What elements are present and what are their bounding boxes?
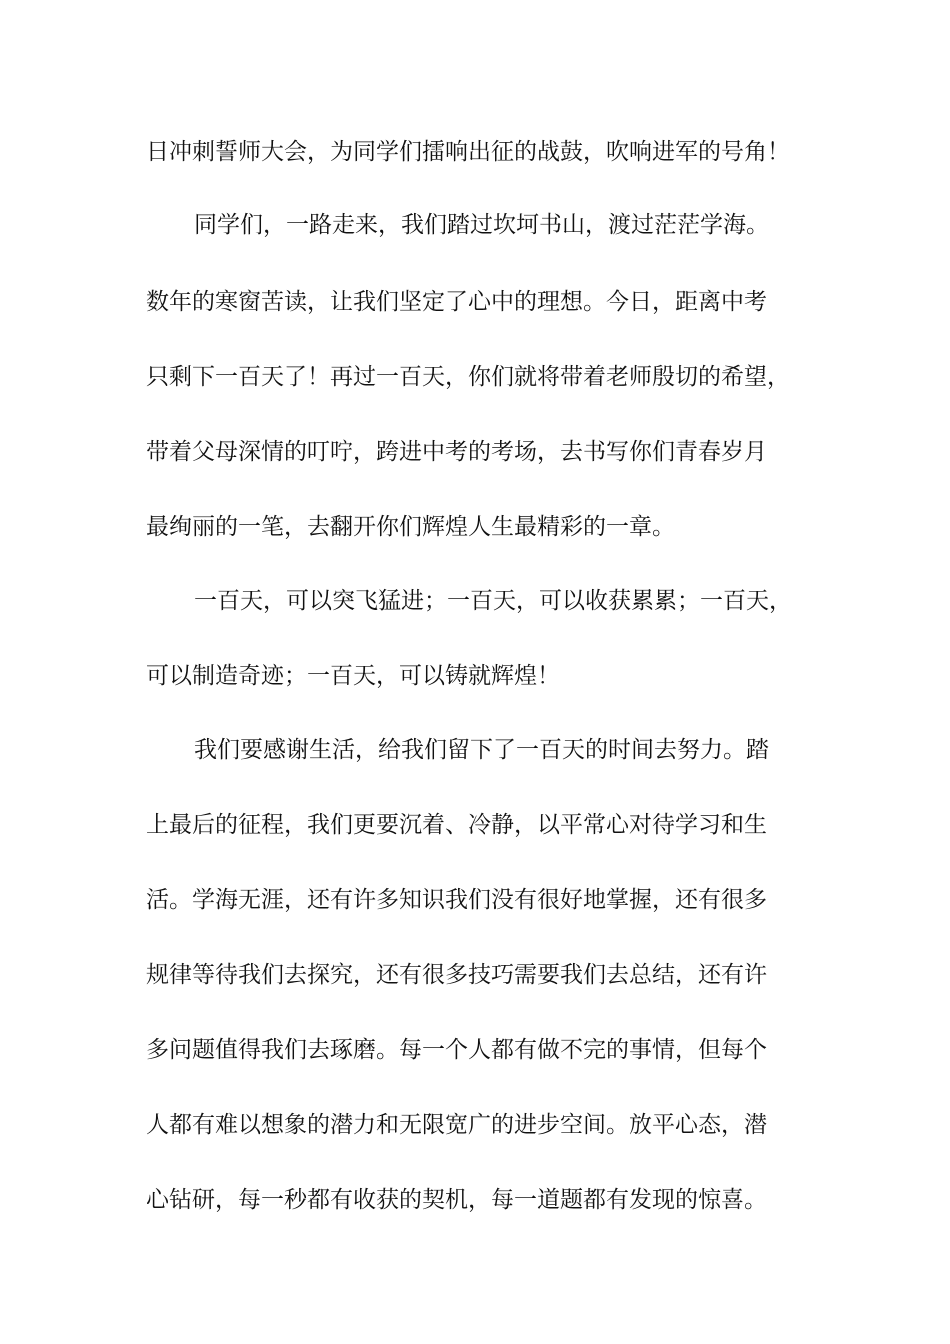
text-line: 可以制造奇迹；一百天，可以铸就辉煌！ — [146, 663, 560, 689]
text-line: 多问题值得我们去琢磨。每一个人都有做不完的事情，但每个 — [146, 1037, 767, 1063]
text-line: 活。学海无涯，还有许多知识我们没有很好地掌握，还有很多 — [146, 887, 767, 913]
text-line: 最绚丽的一笔，去翻开你们辉煌人生最精彩的一章。 — [146, 514, 675, 540]
paragraph-start-line: 我们要感谢生活，给我们留下了一百天的时间去努力。踏 — [194, 737, 769, 763]
text-line: 带着父母深情的叮咛，跨进中考的考场，去书写你们青春岁月 — [146, 439, 767, 465]
text-line: 数年的寒窗苦读，让我们坚定了心中的理想。今日，距离中考 — [146, 289, 767, 315]
text-line: 规律等待我们去探究，还有很多技巧需要我们去总结，还有许 — [146, 962, 767, 988]
text-line: 只剩下一百天了！再过一百天，你们就将带着老师殷切的希望， — [146, 364, 790, 390]
text-line: 上最后的征程，我们更要沉着、冷静，以平常心对待学习和生 — [146, 812, 767, 838]
text-line: 人都有难以想象的潜力和无限宽广的进步空间。放平心态，潜 — [146, 1112, 767, 1138]
text-line: 日冲刺誓师大会，为同学们擂响出征的战鼓，吹响进军的号角！ — [146, 139, 790, 165]
text-line: 心钻研，每一秒都有收获的契机，每一道题都有发现的惊喜。 — [146, 1187, 767, 1213]
paragraph-start-line: 同学们，一路走来，我们踏过坎坷书山，渡过茫茫学海。 — [194, 212, 769, 238]
paragraph-start-line: 一百天，可以突飞猛进；一百天，可以收获累累；一百天， — [194, 588, 792, 614]
